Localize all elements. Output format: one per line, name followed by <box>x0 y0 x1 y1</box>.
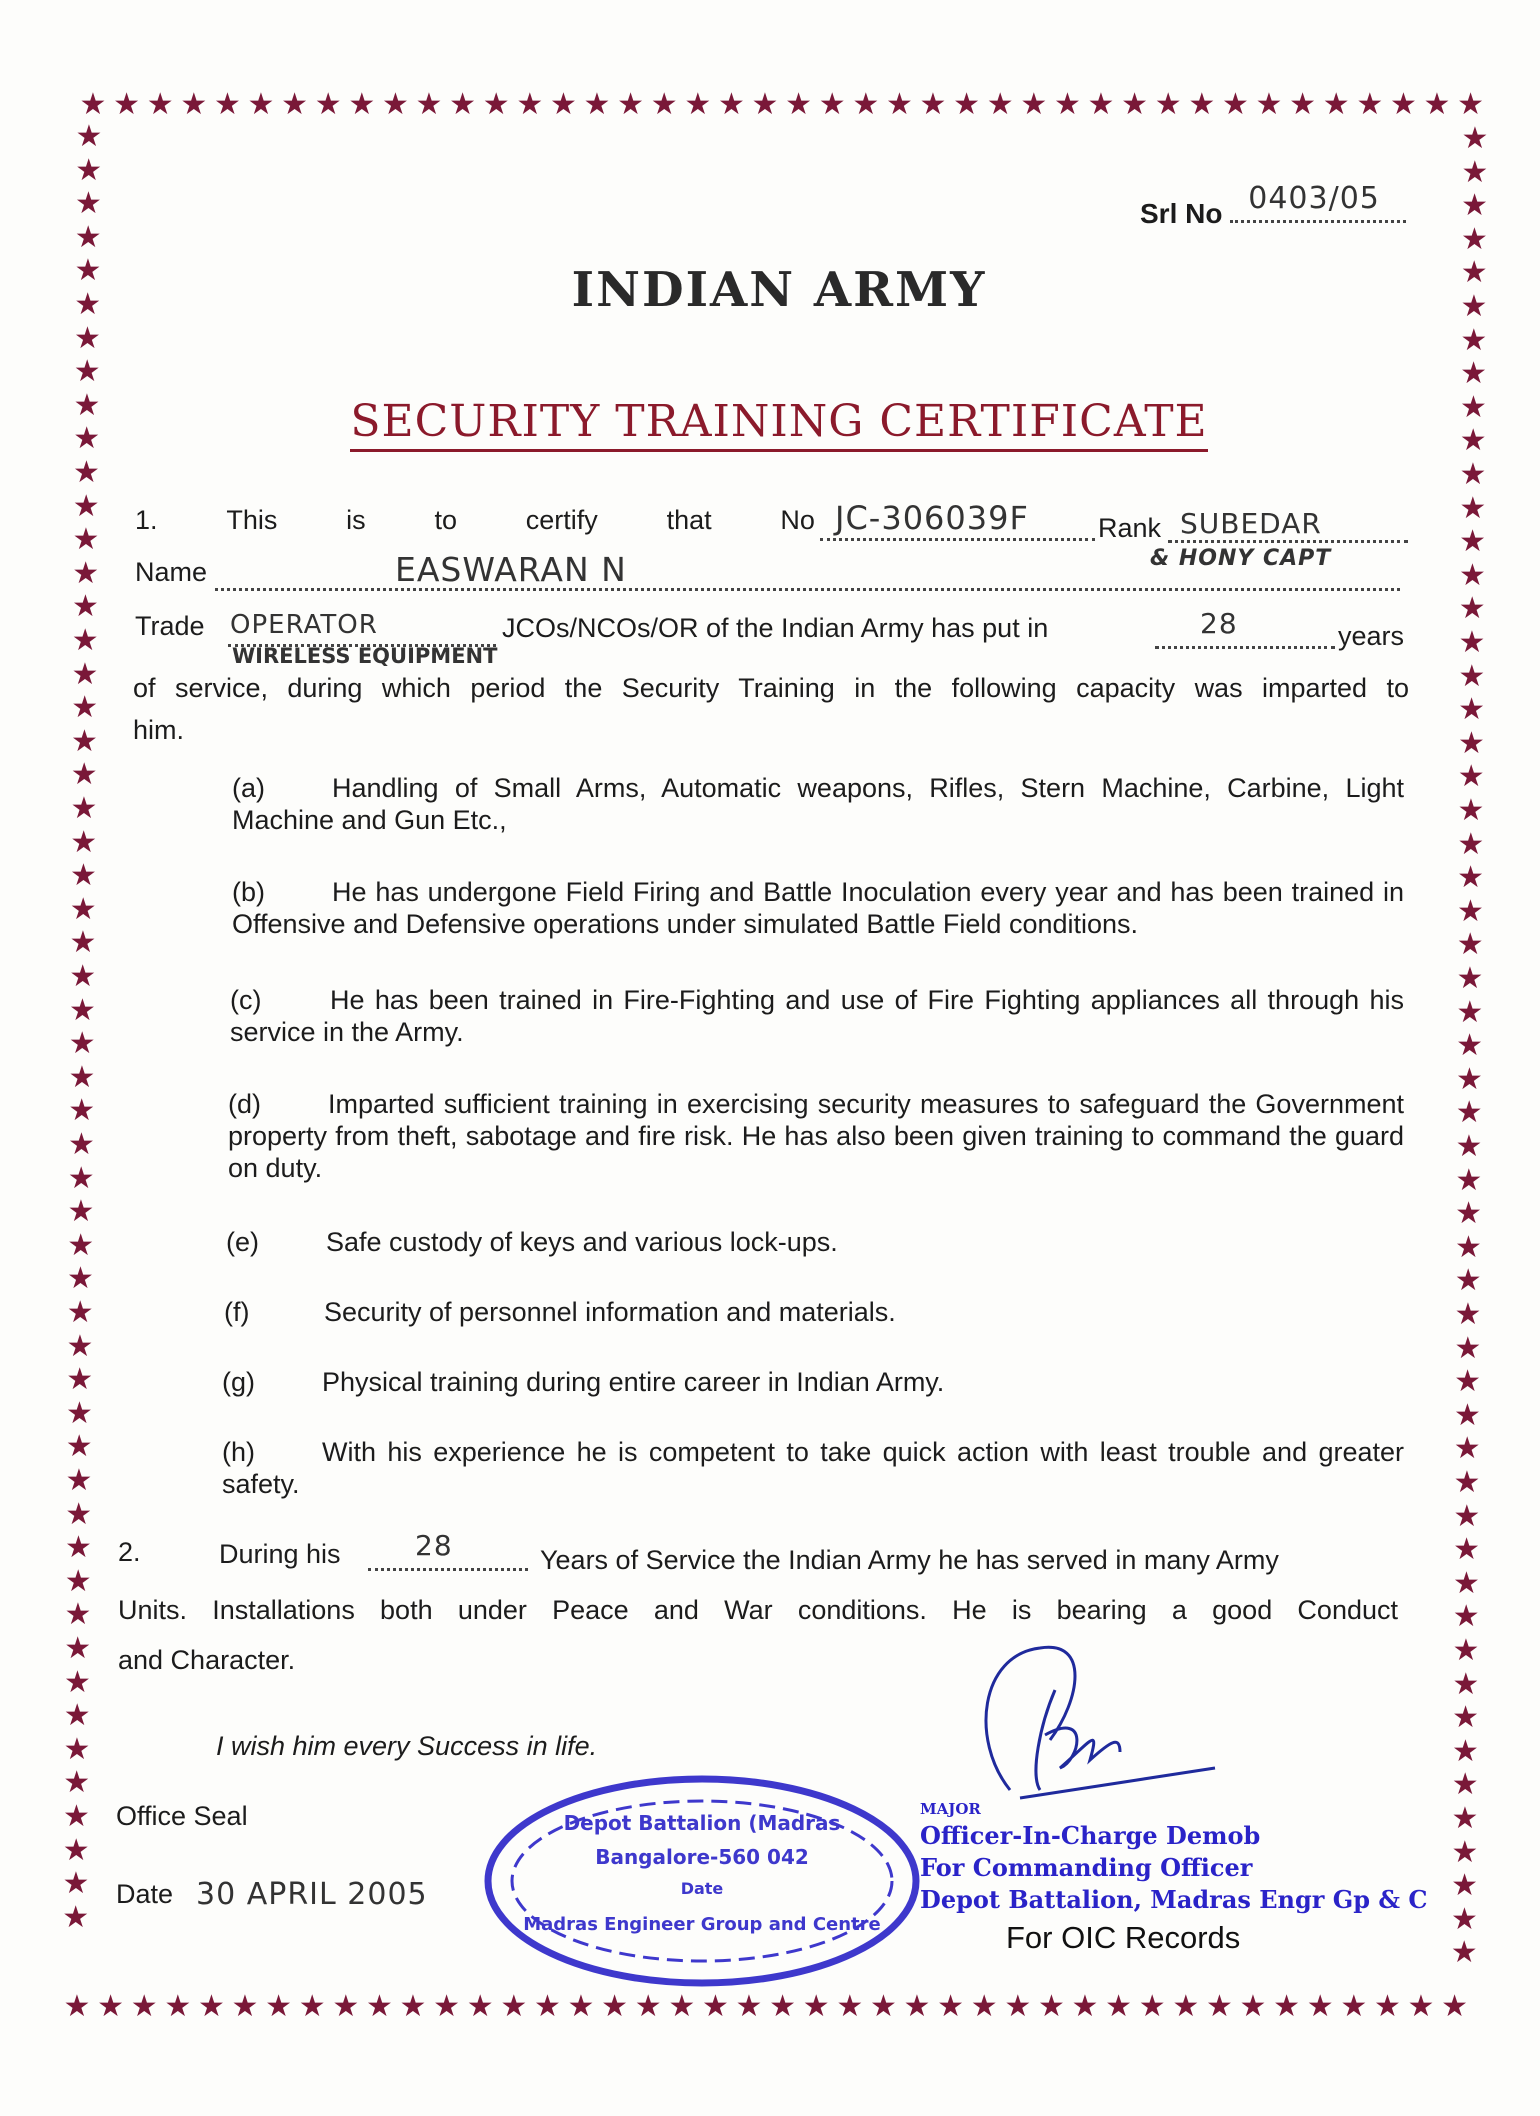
star-icon: ★ <box>701 1989 729 2024</box>
star-icon: ★ <box>1457 759 1485 795</box>
star-icon: ★ <box>852 87 880 122</box>
star-icon: ★ <box>146 87 174 122</box>
item-label: (f) <box>224 1297 250 1327</box>
star-icon: ★ <box>73 387 101 423</box>
star-icon: ★ <box>64 1631 92 1666</box>
star-icon: ★ <box>65 1463 93 1498</box>
star-icon: ★ <box>516 87 544 122</box>
word: is <box>346 505 366 535</box>
star-icon: ★ <box>1356 87 1384 122</box>
star-icon: ★ <box>71 690 99 726</box>
service-number: JC-306039F <box>835 499 1029 537</box>
star-icon: ★ <box>1441 1989 1469 2024</box>
star-icon: ★ <box>65 1530 92 1566</box>
list-item <box>226 1226 1404 1258</box>
star-icon: ★ <box>381 87 409 122</box>
star-icon: ★ <box>802 1989 830 2024</box>
stamp-date-text: Date <box>680 1879 724 1898</box>
star-icon: ★ <box>1453 1465 1481 1500</box>
star-icon: ★ <box>1451 1834 1479 1870</box>
star-icon: ★ <box>1004 1989 1032 2024</box>
rank-value-line2: & HONY CAPT <box>1150 546 1332 571</box>
word: certify <box>525 505 598 535</box>
item-label: (b) <box>232 877 265 907</box>
signatory-line2: For Commanding Officer <box>920 1853 1253 1882</box>
star-icon: ★ <box>1455 1095 1483 1131</box>
star-icon: ★ <box>970 1989 998 2024</box>
star-icon: ★ <box>72 488 100 524</box>
star-icon: ★ <box>684 87 712 122</box>
star-icon: ★ <box>75 152 103 188</box>
star-icon: ★ <box>1456 927 1484 963</box>
star-icon: ★ <box>1451 1767 1479 1803</box>
item-text: Physical training during entire career in Indian Army. <box>322 1367 945 1397</box>
star-icon: ★ <box>66 1395 93 1431</box>
star-icon: ★ <box>1461 121 1489 156</box>
list-item <box>224 1296 1404 1328</box>
star-icon: ★ <box>1457 725 1485 761</box>
star-icon: ★ <box>785 87 813 122</box>
star-icon: ★ <box>399 1989 427 2024</box>
star-icon: ★ <box>1455 1162 1483 1198</box>
star-icon: ★ <box>65 1429 93 1465</box>
star-icon: ★ <box>63 1698 91 1734</box>
star-icon: ★ <box>68 1026 96 1062</box>
star-icon: ★ <box>1460 322 1488 358</box>
star-icon: ★ <box>62 1866 90 1902</box>
trade-value-line2: WIRELESS EQUIPMENT <box>232 644 498 668</box>
stamp-top-text: Depot Battalion (Madras <box>563 1811 841 1835</box>
office-seal-label: Office Seal <box>116 1801 248 1831</box>
word: that <box>666 505 712 535</box>
star-icon: ★ <box>1459 524 1487 560</box>
star-icon: ★ <box>67 1194 95 1230</box>
star-icon: ★ <box>885 87 913 122</box>
star-icon: ★ <box>67 1160 95 1196</box>
star-icon: ★ <box>1071 1989 1099 2024</box>
star-icon: ★ <box>1456 994 1484 1030</box>
star-icon: ★ <box>1453 1431 1481 1467</box>
star-icon: ★ <box>1138 1989 1166 2024</box>
star-icon: ★ <box>1452 1700 1480 1736</box>
para2-line3: and Character. <box>118 1645 296 1675</box>
star-icon: ★ <box>113 87 141 122</box>
signature <box>970 1640 1230 1800</box>
trade-text: JCOs/NCOs/OR of the Indian Army has put in <box>502 613 1049 643</box>
star-icon: ★ <box>74 219 102 255</box>
signatory-line1: Officer-In-Charge Demob <box>920 1821 1261 1850</box>
star-icon: ★ <box>986 87 1014 122</box>
star-icon: ★ <box>1457 87 1485 122</box>
star-icon: ★ <box>717 87 745 122</box>
star-icon: ★ <box>66 1362 94 1398</box>
star-icon: ★ <box>1458 625 1486 660</box>
star-icon: ★ <box>1221 87 1249 122</box>
star-icon: ★ <box>1020 87 1048 122</box>
item-label: (d) <box>228 1089 261 1119</box>
star-icon: ★ <box>1455 1196 1483 1232</box>
star-icon: ★ <box>953 87 981 122</box>
item-text: Security of personnel information and materials. <box>324 1297 896 1327</box>
star-icon: ★ <box>1454 1297 1482 1332</box>
stamp-middle-text: Bangalore-560 042 <box>595 1845 809 1869</box>
star-icon: ★ <box>769 1989 797 2024</box>
star-icon: ★ <box>583 87 611 122</box>
star-icon: ★ <box>231 1989 259 2024</box>
star-icon: ★ <box>1455 1129 1483 1164</box>
star-icon: ★ <box>71 723 98 759</box>
star-icon: ★ <box>69 925 97 961</box>
signatory-rank: MAJOR <box>920 1800 981 1818</box>
star-icon: ★ <box>1452 1666 1480 1702</box>
list-item <box>222 1436 1404 1500</box>
star-icon: ★ <box>69 992 96 1028</box>
star-icon: ★ <box>1454 1263 1482 1299</box>
star-icon: ★ <box>73 421 101 457</box>
star-icon: ★ <box>1205 1989 1233 2024</box>
star-icon: ★ <box>1451 1868 1479 1904</box>
star-icon: ★ <box>72 555 100 591</box>
star-icon: ★ <box>348 87 376 122</box>
star-icon: ★ <box>63 1765 91 1801</box>
star-icon: ★ <box>1188 87 1216 122</box>
star-icon: ★ <box>247 87 275 122</box>
star-icon: ★ <box>1407 1989 1435 2024</box>
star-icon: ★ <box>68 1059 96 1095</box>
star-icon: ★ <box>937 1989 965 2024</box>
wish-text: I wish him every Success in life. <box>216 1731 598 1761</box>
star-icon: ★ <box>281 87 309 122</box>
star-icon: ★ <box>1389 87 1417 122</box>
star-icon: ★ <box>466 1989 494 2024</box>
star-icon: ★ <box>1461 154 1489 190</box>
star-icon: ★ <box>1457 793 1485 828</box>
para-number: 1. <box>135 505 158 535</box>
star-icon: ★ <box>71 623 99 658</box>
star-icon: ★ <box>601 1989 629 2024</box>
star-icon: ★ <box>1373 1989 1401 2024</box>
para2-years: 28 <box>415 1529 453 1562</box>
star-icon: ★ <box>1453 1397 1481 1433</box>
item-label: (c) <box>230 985 262 1015</box>
word: This <box>226 505 278 535</box>
years-label: years <box>1338 621 1405 651</box>
star-icon: ★ <box>415 87 443 122</box>
star-icon: ★ <box>70 824 98 860</box>
star-icon: ★ <box>1459 389 1487 425</box>
star-icon: ★ <box>1453 1498 1481 1534</box>
star-icon: ★ <box>1289 87 1317 122</box>
star-icon: ★ <box>1239 1989 1267 2024</box>
star-icon: ★ <box>818 87 846 122</box>
star-icon: ★ <box>1456 961 1484 996</box>
star-icon: ★ <box>70 757 98 793</box>
star-icon: ★ <box>1456 893 1484 929</box>
word: to <box>434 505 457 535</box>
star-icon: ★ <box>1154 87 1182 122</box>
date-value: 30 APRIL 2005 <box>196 1877 428 1912</box>
para2-number: 2. <box>118 1537 141 1567</box>
star-icon: ★ <box>180 87 208 122</box>
rank-label: Rank <box>1098 513 1162 543</box>
star-icon: ★ <box>66 1295 94 1330</box>
para2-post: Years of Service the Indian Army he has served in many Army <box>540 1545 1279 1575</box>
item-label: (e) <box>226 1227 259 1257</box>
para1-line1 <box>135 504 815 536</box>
star-icon: ★ <box>73 455 100 490</box>
star-icon: ★ <box>62 1899 90 1935</box>
star-icon: ★ <box>1105 1989 1133 2024</box>
signatory-line3: Depot Battalion, Madras Engr Gp & C <box>920 1885 1428 1914</box>
star-icon: ★ <box>64 1563 92 1599</box>
star-icon: ★ <box>1087 87 1115 122</box>
star-icon: ★ <box>1172 1989 1200 2024</box>
star-icon: ★ <box>919 87 947 122</box>
star-icon: ★ <box>75 186 102 222</box>
star-icon: ★ <box>1450 1935 1478 1971</box>
star-icon: ★ <box>1053 87 1081 122</box>
star-icon: ★ <box>1459 490 1487 526</box>
star-icon: ★ <box>1458 692 1486 728</box>
star-icon: ★ <box>903 1989 931 2024</box>
list-item <box>230 984 1404 1048</box>
star-icon: ★ <box>74 287 102 322</box>
star-icon: ★ <box>1273 1989 1301 2024</box>
para1-line4: him. <box>133 715 185 745</box>
star-icon: ★ <box>1037 1989 1065 2024</box>
item-label: (a) <box>232 773 265 803</box>
star-icon: ★ <box>1450 1901 1478 1937</box>
stamp-bottom-text: Madras Engineer Group and Centre <box>523 1914 881 1935</box>
star-icon: ★ <box>79 87 107 122</box>
star-icon: ★ <box>1460 356 1488 392</box>
star-icon: ★ <box>1340 1989 1368 2024</box>
star-icon: ★ <box>72 522 100 558</box>
star-icon: ★ <box>213 87 241 122</box>
star-icon: ★ <box>1455 1061 1483 1097</box>
star-icon: ★ <box>869 1989 897 2024</box>
item-label: (h) <box>222 1437 255 1467</box>
item-text: Safe custody of keys and various lock-ups. <box>326 1227 838 1257</box>
item-text: With his experience he is competent to take quick action with least trouble and greater safety. <box>222 1437 1404 1499</box>
star-icon: ★ <box>1423 87 1451 122</box>
star-icon: ★ <box>1461 188 1489 224</box>
star-icon: ★ <box>1322 87 1350 122</box>
star-icon: ★ <box>68 1093 96 1129</box>
star-icon: ★ <box>1459 423 1487 459</box>
star-icon: ★ <box>1452 1599 1480 1635</box>
office-seal-stamp <box>482 1774 922 1988</box>
star-icon: ★ <box>130 1989 158 2024</box>
para2-pre: During his <box>219 1539 341 1569</box>
star-icon: ★ <box>1460 255 1488 291</box>
star-icon: ★ <box>68 1127 95 1162</box>
star-icon: ★ <box>482 87 510 122</box>
star-icon: ★ <box>617 87 645 122</box>
star-icon: ★ <box>1255 87 1283 122</box>
star-icon: ★ <box>1451 1801 1479 1836</box>
star-icon: ★ <box>533 1989 561 2024</box>
star-icon: ★ <box>69 891 97 927</box>
item-label: (g) <box>222 1367 255 1397</box>
star-icon: ★ <box>1460 221 1488 257</box>
name-value: EASWARAN N <box>395 550 627 589</box>
star-icon: ★ <box>64 1664 91 1700</box>
star-icon: ★ <box>668 1989 696 2024</box>
star-icon: ★ <box>1458 557 1486 593</box>
list-item <box>228 1088 1404 1184</box>
star-icon: ★ <box>1453 1532 1481 1568</box>
star-icon: ★ <box>433 1989 461 2024</box>
star-icon: ★ <box>751 87 779 122</box>
star-icon: ★ <box>164 1989 192 2024</box>
star-icon: ★ <box>63 1799 90 1834</box>
serial-number <box>1140 181 1406 230</box>
star-icon: ★ <box>75 119 103 154</box>
star-icon: ★ <box>549 87 577 122</box>
star-icon: ★ <box>1459 457 1487 492</box>
overprint-text: For OIC Records <box>1006 1920 1241 1955</box>
star-icon: ★ <box>67 1261 94 1297</box>
star-icon: ★ <box>70 858 97 894</box>
serial-value: 0403/05 <box>1248 181 1380 216</box>
star-icon: ★ <box>74 320 101 356</box>
word: No <box>780 505 815 535</box>
page-title: INDIAN ARMY <box>571 262 987 318</box>
star-icon: ★ <box>65 1496 93 1532</box>
star-icon: ★ <box>735 1989 763 2024</box>
star-icon: ★ <box>74 253 102 289</box>
star-icon: ★ <box>1460 289 1488 324</box>
star-icon: ★ <box>650 87 678 122</box>
star-icon: ★ <box>71 656 99 692</box>
star-icon: ★ <box>69 959 97 994</box>
star-icon: ★ <box>1457 826 1485 862</box>
star-icon: ★ <box>1458 658 1486 694</box>
item-text: He has undergone Field Firing and Battle Inoculation every year and has been trained in Offensive and Defensive operations under simulated Battle Field conditions. <box>232 877 1404 939</box>
years-value: 28 <box>1200 607 1238 640</box>
star-icon: ★ <box>298 1989 326 2024</box>
date-label: Date <box>116 1879 174 1909</box>
star-icon: ★ <box>1454 1229 1482 1265</box>
star-icon: ★ <box>1452 1633 1480 1668</box>
star-icon: ★ <box>64 1597 92 1633</box>
trade-label: Trade <box>135 611 205 641</box>
star-icon: ★ <box>265 1989 293 2024</box>
star-icon: ★ <box>314 87 342 122</box>
star-icon: ★ <box>66 1328 94 1364</box>
star-icon: ★ <box>332 1989 360 2024</box>
star-icon: ★ <box>365 1989 393 2024</box>
star-icon: ★ <box>1454 1330 1482 1366</box>
serial-label: Srl No <box>1140 198 1223 229</box>
star-icon: ★ <box>1457 860 1485 896</box>
star-icon: ★ <box>836 1989 864 2024</box>
rank-value: SUBEDAR <box>1180 507 1322 540</box>
list-item <box>232 876 1404 940</box>
star-icon: ★ <box>197 1989 225 2024</box>
star-icon: ★ <box>1121 87 1149 122</box>
star-icon: ★ <box>63 1989 91 2024</box>
star-icon: ★ <box>1458 591 1486 627</box>
star-icon: ★ <box>73 354 101 390</box>
list-item <box>232 772 1404 836</box>
star-icon: ★ <box>72 589 99 625</box>
para2-line2: Units. Installations both under Peace and War conditions. He is bearing a good Conduct <box>118 1595 1398 1625</box>
star-icon: ★ <box>1456 1028 1484 1064</box>
star-icon: ★ <box>97 1989 125 2024</box>
list-item <box>222 1366 1404 1398</box>
star-icon: ★ <box>567 1989 595 2024</box>
star-icon: ★ <box>62 1832 90 1868</box>
star-icon: ★ <box>1454 1364 1482 1400</box>
item-text: Handling of Small Arms, Automatic weapons, Rifles, Stern Machine, Carbine, Light Machine and Gun Etc., <box>232 773 1404 835</box>
star-icon: ★ <box>500 1989 528 2024</box>
certificate-title: SECURITY TRAINING CERTIFICATE <box>350 396 1207 452</box>
star-icon: ★ <box>63 1731 91 1767</box>
star-icon: ★ <box>1306 1989 1334 2024</box>
star-icon: ★ <box>449 87 477 122</box>
name-label: Name <box>135 557 208 587</box>
star-icon: ★ <box>1452 1565 1480 1601</box>
item-text: He has been trained in Fire-Fighting and use of Fire Fighting appliances all through his service in the Army. <box>230 985 1404 1047</box>
item-text: Imparted sufficient training in exercising security measures to safeguard the Government property from theft, sabotage and fire risk. He has also been given training to command the guard on duty. <box>228 1089 1404 1183</box>
star-icon: ★ <box>634 1989 662 2024</box>
star-icon: ★ <box>70 791 98 826</box>
star-icon: ★ <box>1451 1733 1479 1769</box>
trade-value: OPERATOR <box>230 610 378 640</box>
para1-line3: of service, during which period the Security Training in the following capacity was imparted to <box>133 673 1409 703</box>
star-icon: ★ <box>67 1227 95 1263</box>
